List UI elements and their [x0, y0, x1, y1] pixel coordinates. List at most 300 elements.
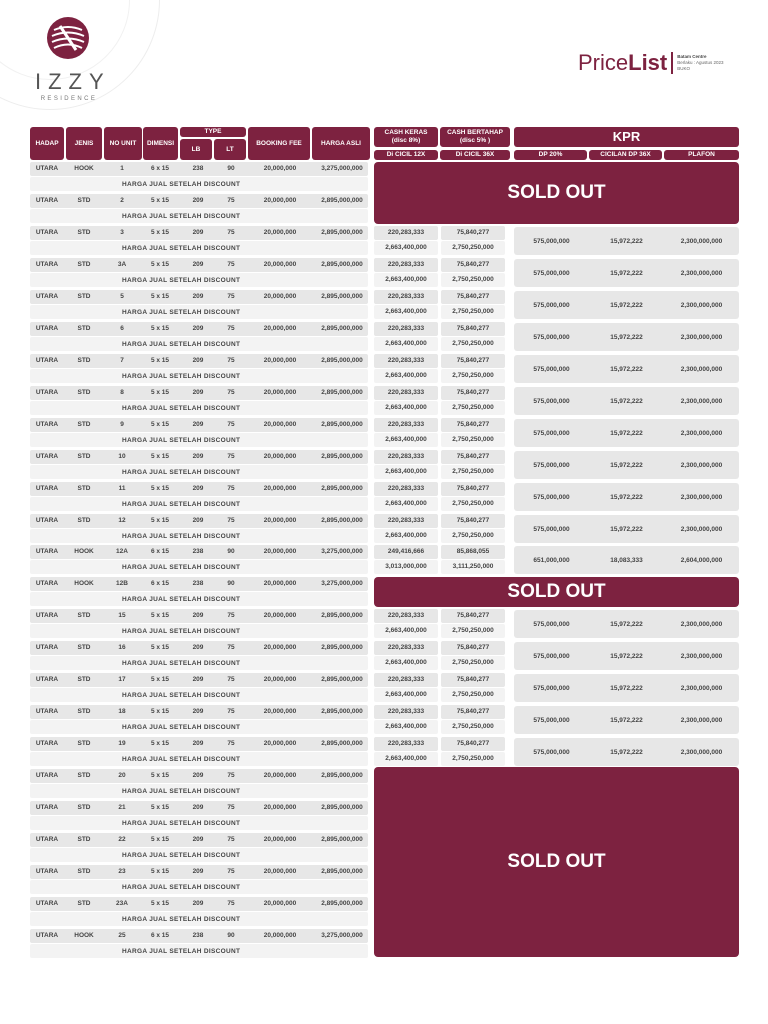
cell-bf: 20,000,000	[263, 580, 297, 587]
cell-cash-keras: 220,283,333	[374, 737, 438, 751]
kpr-row	[514, 355, 739, 383]
cell-hadap: UTARA	[35, 740, 59, 747]
cell-dp: 651,000,000	[533, 557, 570, 564]
cell-lt: 75	[227, 421, 235, 428]
cell-no: 12	[118, 517, 126, 524]
cell-plafon: 2,300,000,000	[680, 462, 723, 469]
cell-jenis: HOOK	[74, 165, 94, 172]
cell-bf: 20,000,000	[263, 325, 297, 332]
cell-lb: 209	[192, 485, 204, 492]
cell-jenis: STD	[77, 708, 91, 715]
discount-label: HARGA JUAL SETELAH DISCOUNT	[122, 820, 241, 827]
cell-no: 18	[118, 708, 126, 715]
discount-label: HARGA JUAL SETELAH DISCOUNT	[122, 309, 241, 316]
cell-hadap: UTARA	[35, 165, 59, 172]
kpr-row	[514, 291, 739, 319]
cell-dp: 575,000,000	[533, 653, 570, 660]
cell-cash-bertahap: 85,868,055	[441, 545, 505, 559]
cell-dp: 575,000,000	[533, 685, 570, 692]
cell-jenis: STD	[77, 357, 91, 364]
cell-jenis: STD	[77, 325, 91, 332]
discount-row	[30, 592, 368, 606]
cell-hadap: UTARA	[35, 644, 59, 651]
kpr-row	[514, 227, 739, 255]
cell-bf: 20,000,000	[263, 740, 297, 747]
cell-cash-bertahap-total: 2,750,250,000	[441, 497, 505, 511]
brand-name: IZZY	[35, 69, 111, 94]
cell-hadap: UTARA	[35, 357, 59, 364]
cell-dim: 6 x 15	[150, 932, 170, 939]
cell-no: 8	[120, 389, 124, 396]
cell-cash-keras: 220,283,333	[374, 673, 438, 687]
cell-lb: 209	[192, 453, 204, 460]
header-hadap: HADAP	[30, 127, 64, 160]
cell-dp: 575,000,000	[533, 749, 570, 756]
discount-label: HARGA JUAL SETELAH DISCOUNT	[122, 660, 241, 667]
cell-dp: 575,000,000	[533, 270, 570, 277]
cell-bf: 20,000,000	[263, 517, 297, 524]
kpr-row	[514, 738, 739, 766]
discount-row	[30, 912, 368, 926]
cell-lb: 209	[192, 676, 204, 683]
table-row	[30, 801, 368, 815]
cell-bf: 20,000,000	[263, 485, 297, 492]
header-kpr: KPR	[514, 127, 739, 147]
discount-row	[30, 656, 368, 670]
cell-cash-keras-total: 2,663,400,000	[374, 624, 438, 638]
cell-hadap: UTARA	[35, 485, 59, 492]
cell-lt: 75	[227, 868, 235, 875]
cell-dim: 5 x 15	[150, 708, 170, 715]
title-divider	[671, 52, 673, 74]
cell-cash-bertahap: 75,840,277	[441, 290, 505, 304]
cell-cash-keras-total: 2,663,400,000	[374, 656, 438, 670]
discount-label: HARGA JUAL SETELAH DISCOUNT	[122, 181, 241, 188]
cell-plafon: 2,300,000,000	[680, 238, 723, 245]
cell-lt: 75	[227, 453, 235, 460]
cell-dp: 575,000,000	[533, 238, 570, 245]
kpr-row	[514, 483, 739, 511]
discount-label: HARGA JUAL SETELAH DISCOUNT	[122, 692, 241, 699]
cell-cdp: 15,972,222	[610, 621, 643, 628]
cell-lt: 75	[227, 325, 235, 332]
cell-dim: 5 x 15	[150, 804, 170, 811]
cell-jenis: STD	[77, 804, 91, 811]
cell-bf: 20,000,000	[263, 612, 297, 619]
cell-cash-keras: 220,283,333	[374, 609, 438, 623]
cell-jenis: STD	[77, 421, 91, 428]
cell-dim: 5 x 15	[150, 229, 170, 236]
discount-row	[30, 688, 368, 702]
cell-bf: 20,000,000	[263, 421, 297, 428]
kpr-row	[514, 674, 739, 702]
discount-label: HARGA JUAL SETELAH DISCOUNT	[122, 884, 241, 891]
cell-no: 17	[118, 676, 126, 683]
cell-lt: 75	[227, 900, 235, 907]
cell-bf: 20,000,000	[263, 708, 297, 715]
table-row	[30, 545, 368, 559]
cell-harga: 2,895,000,000	[321, 644, 363, 651]
cell-dp: 575,000,000	[533, 302, 570, 309]
cell-cash-keras-total: 2,663,400,000	[374, 369, 438, 383]
header-no-unit: NO UNIT	[104, 127, 142, 160]
discount-label: HARGA JUAL SETELAH DISCOUNT	[122, 501, 241, 508]
cell-jenis: STD	[77, 261, 91, 268]
cell-lb: 209	[192, 517, 204, 524]
cell-cash-keras: 220,283,333	[374, 258, 438, 272]
table-row	[30, 290, 368, 304]
cell-harga: 2,895,000,000	[321, 485, 363, 492]
discount-row	[30, 624, 368, 638]
cell-harga: 2,895,000,000	[321, 517, 363, 524]
cell-cdp: 15,972,222	[610, 685, 643, 692]
header-di-cicil-36x: Di CICIL 36X	[440, 150, 510, 160]
cell-cdp: 15,972,222	[610, 270, 643, 277]
cell-lt: 75	[227, 836, 235, 843]
cell-lt: 75	[227, 261, 235, 268]
cell-bf: 20,000,000	[263, 548, 297, 555]
cell-bf: 20,000,000	[263, 644, 297, 651]
cell-hadap: UTARA	[35, 325, 59, 332]
discount-row	[30, 816, 368, 830]
cell-dp: 575,000,000	[533, 366, 570, 373]
cell-hadap: UTARA	[35, 389, 59, 396]
cell-no: 12B	[116, 580, 128, 587]
kpr-row	[514, 419, 739, 447]
discount-row	[30, 752, 368, 766]
cell-lb: 209	[192, 900, 204, 907]
discount-label: HARGA JUAL SETELAH DISCOUNT	[122, 405, 241, 412]
cell-hadap: UTARA	[35, 517, 59, 524]
header-lb: LB	[180, 139, 212, 160]
meta-location: Batam Centre	[677, 54, 707, 59]
table-row	[30, 226, 368, 240]
cell-plafon: 2,604,000,000	[680, 557, 723, 564]
cell-plafon: 2,300,000,000	[680, 366, 723, 373]
table-row	[30, 450, 368, 464]
cell-bf: 20,000,000	[263, 804, 297, 811]
discount-label: HARGA JUAL SETELAH DISCOUNT	[122, 277, 241, 284]
kpr-row	[514, 610, 739, 638]
cell-bf: 20,000,000	[263, 357, 297, 364]
cell-bf: 20,000,000	[263, 453, 297, 460]
cell-dim: 5 x 15	[150, 421, 170, 428]
discount-label: HARGA JUAL SETELAH DISCOUNT	[122, 245, 241, 252]
cell-cash-bertahap: 75,840,277	[441, 354, 505, 368]
cell-lb: 209	[192, 740, 204, 747]
cell-hadap: UTARA	[35, 453, 59, 460]
cell-no: 23A	[116, 900, 128, 907]
cell-lt: 75	[227, 676, 235, 683]
cell-lt: 75	[227, 389, 235, 396]
cell-lb: 238	[192, 580, 204, 587]
cell-cash-bertahap-total: 2,750,250,000	[441, 273, 505, 287]
cell-plafon: 2,300,000,000	[680, 430, 723, 437]
cell-cash-keras-total: 2,663,400,000	[374, 720, 438, 734]
cell-plafon: 2,300,000,000	[680, 653, 723, 660]
cell-jenis: STD	[77, 868, 91, 875]
cell-dp: 575,000,000	[533, 621, 570, 628]
cell-cash-keras-total: 2,663,400,000	[374, 529, 438, 543]
header-harga-asli: HARGA ASLI	[312, 127, 370, 160]
header-cicilan-dp: CICILAN DP 36X	[589, 150, 662, 160]
cell-cash-bertahap-total: 2,750,250,000	[441, 401, 505, 415]
cell-harga: 2,895,000,000	[321, 357, 363, 364]
discount-row	[30, 720, 368, 734]
discount-row	[30, 880, 368, 894]
cell-jenis: STD	[77, 612, 91, 619]
cell-dim: 5 x 15	[150, 485, 170, 492]
cell-dp: 575,000,000	[533, 494, 570, 501]
kpr-row	[514, 323, 739, 351]
cell-harga: 2,895,000,000	[321, 421, 363, 428]
cell-dim: 5 x 15	[150, 676, 170, 683]
cell-plafon: 2,300,000,000	[680, 717, 723, 724]
discount-label: HARGA JUAL SETELAH DISCOUNT	[122, 948, 241, 955]
cell-lt: 90	[227, 165, 235, 172]
izzy-logo-icon	[46, 16, 90, 60]
cell-cash-keras: 220,283,333	[374, 705, 438, 719]
cell-cash-keras: 220,283,333	[374, 641, 438, 655]
title-part2: List	[628, 50, 668, 75]
title-meta	[677, 54, 723, 72]
cell-no: 22	[118, 836, 126, 843]
cell-cash-keras-total: 2,663,400,000	[374, 305, 438, 319]
cell-bf: 20,000,000	[263, 676, 297, 683]
cell-lt: 75	[227, 772, 235, 779]
cell-no: 19	[118, 740, 126, 747]
cell-lb: 209	[192, 644, 204, 651]
cell-cdp: 15,972,222	[610, 526, 643, 533]
discount-label: HARGA JUAL SETELAH DISCOUNT	[122, 724, 241, 731]
cell-dim: 5 x 15	[150, 772, 170, 779]
cell-cdp: 15,972,222	[610, 238, 643, 245]
cell-dim: 5 x 15	[150, 197, 170, 204]
cell-lt: 90	[227, 932, 235, 939]
cell-lt: 75	[227, 197, 235, 204]
cell-cash-keras-total: 3,013,000,000	[374, 560, 438, 574]
cell-harga: 2,895,000,000	[321, 229, 363, 236]
cell-hadap: UTARA	[35, 900, 59, 907]
cell-cash-bertahap: 75,840,277	[441, 641, 505, 655]
cell-jenis: STD	[77, 453, 91, 460]
cell-dim: 5 x 15	[150, 261, 170, 268]
cell-bf: 20,000,000	[263, 229, 297, 236]
cell-cdp: 15,972,222	[610, 366, 643, 373]
cell-plafon: 2,300,000,000	[680, 621, 723, 628]
discount-row	[30, 241, 368, 255]
cell-dim: 5 x 15	[150, 293, 170, 300]
table-row	[30, 322, 368, 336]
discount-row	[30, 369, 368, 383]
cell-cash-keras-total: 2,663,400,000	[374, 688, 438, 702]
cell-hadap: UTARA	[35, 676, 59, 683]
discount-label: HARGA JUAL SETELAH DISCOUNT	[122, 628, 241, 635]
cell-jenis: STD	[77, 517, 91, 524]
cell-lb: 209	[192, 229, 204, 236]
cell-plafon: 2,300,000,000	[680, 526, 723, 533]
cell-plafon: 2,300,000,000	[680, 398, 723, 405]
table-row	[30, 386, 368, 400]
cell-cash-bertahap-total: 2,750,250,000	[441, 465, 505, 479]
cell-lb: 209	[192, 389, 204, 396]
cell-lb: 209	[192, 357, 204, 364]
cell-harga: 2,895,000,000	[321, 708, 363, 715]
discount-row	[30, 497, 368, 511]
cell-harga: 3,275,000,000	[321, 580, 363, 587]
table-row	[30, 482, 368, 496]
cell-cdp: 15,972,222	[610, 334, 643, 341]
cell-lt: 75	[227, 740, 235, 747]
cell-cash-bertahap-total: 2,750,250,000	[441, 529, 505, 543]
discount-label: HARGA JUAL SETELAH DISCOUNT	[122, 564, 241, 571]
cell-lb: 238	[192, 165, 204, 172]
cell-lb: 238	[192, 548, 204, 555]
cell-lb: 209	[192, 804, 204, 811]
cell-lt: 75	[227, 804, 235, 811]
cell-no: 11	[118, 485, 126, 492]
cell-cdp: 18,083,333	[610, 557, 643, 564]
cell-hadap: UTARA	[35, 293, 59, 300]
cell-cash-keras-total: 2,663,400,000	[374, 337, 438, 351]
discount-row	[30, 529, 368, 543]
discount-row	[30, 401, 368, 415]
cell-no: 20	[118, 772, 126, 779]
cell-hadap: UTARA	[35, 261, 59, 268]
cell-dim: 5 x 15	[150, 453, 170, 460]
cell-lb: 209	[192, 197, 204, 204]
cell-dim: 5 x 15	[150, 357, 170, 364]
cell-cdp: 15,972,222	[610, 462, 643, 469]
cell-cash-keras-total: 2,663,400,000	[374, 401, 438, 415]
discount-row	[30, 305, 368, 319]
discount-label: HARGA JUAL SETELAH DISCOUNT	[122, 788, 241, 795]
cell-harga: 2,895,000,000	[321, 261, 363, 268]
logo	[28, 16, 111, 102]
title-part1: Price	[578, 50, 629, 75]
cell-hadap: UTARA	[35, 229, 59, 236]
table-row	[30, 737, 368, 751]
cell-jenis: STD	[77, 644, 91, 651]
kpr-row	[514, 706, 739, 734]
meta-code: BUKO	[677, 66, 691, 71]
cell-harga: 2,895,000,000	[321, 900, 363, 907]
cell-harga: 3,275,000,000	[321, 932, 363, 939]
cell-no: 10	[118, 453, 126, 460]
cell-harga: 2,895,000,000	[321, 293, 363, 300]
cell-cdp: 15,972,222	[610, 302, 643, 309]
cell-no: 5	[120, 293, 124, 300]
header-dp: DP 20%	[514, 150, 587, 160]
header-jenis: JENIS	[66, 127, 102, 160]
discount-label: HARGA JUAL SETELAH DISCOUNT	[122, 756, 241, 763]
cell-cash-keras: 220,283,333	[374, 322, 438, 336]
cell-cash-keras: 220,283,333	[374, 290, 438, 304]
cell-plafon: 2,300,000,000	[680, 270, 723, 277]
meta-valid: Berlaku : Agustus 2023	[677, 60, 724, 65]
table-row	[30, 833, 368, 847]
table-row	[30, 705, 368, 719]
cell-jenis: HOOK	[74, 580, 94, 587]
cell-lb: 238	[192, 932, 204, 939]
cell-cash-bertahap: 75,840,277	[441, 258, 505, 272]
cell-dim: 5 x 15	[150, 836, 170, 843]
cell-lb: 209	[192, 868, 204, 875]
discount-row	[30, 560, 368, 574]
cell-harga: 2,895,000,000	[321, 325, 363, 332]
cell-harga: 2,895,000,000	[321, 740, 363, 747]
cell-bf: 20,000,000	[263, 772, 297, 779]
discount-label: HARGA JUAL SETELAH DISCOUNT	[122, 373, 241, 380]
cell-dim: 5 x 15	[150, 868, 170, 875]
cell-bf: 20,000,000	[263, 868, 297, 875]
price-list-title	[578, 48, 724, 78]
cell-cdp: 15,972,222	[610, 494, 643, 501]
cell-lt: 75	[227, 612, 235, 619]
cell-cash-bertahap-total: 2,750,250,000	[441, 656, 505, 670]
discount-label: HARGA JUAL SETELAH DISCOUNT	[122, 437, 241, 444]
cell-cash-bertahap: 75,840,277	[441, 482, 505, 496]
table-row	[30, 769, 368, 783]
cell-no: 23	[118, 868, 126, 875]
cell-dp: 575,000,000	[533, 430, 570, 437]
cell-lb: 209	[192, 293, 204, 300]
cell-bf: 20,000,000	[263, 836, 297, 843]
cell-harga: 2,895,000,000	[321, 772, 363, 779]
discount-label: HARGA JUAL SETELAH DISCOUNT	[122, 852, 241, 859]
discount-row	[30, 177, 368, 191]
cell-lt: 90	[227, 548, 235, 555]
cell-harga: 3,275,000,000	[321, 548, 363, 555]
cell-hadap: UTARA	[35, 421, 59, 428]
table-row	[30, 929, 368, 943]
cell-no: 25	[118, 932, 126, 939]
header-lt: LT	[214, 139, 246, 160]
table-row	[30, 354, 368, 368]
table-row	[30, 162, 368, 176]
cell-lt: 75	[227, 708, 235, 715]
cell-cash-bertahap: 75,840,277	[441, 450, 505, 464]
cell-lt: 75	[227, 517, 235, 524]
cell-cash-bertahap: 75,840,277	[441, 322, 505, 336]
cell-cash-keras: 220,283,333	[374, 226, 438, 240]
cell-lt: 90	[227, 580, 235, 587]
cell-bf: 20,000,000	[263, 293, 297, 300]
cell-no: 3	[120, 229, 124, 236]
cell-hadap: UTARA	[35, 772, 59, 779]
cell-no: 9	[120, 421, 124, 428]
cell-plafon: 2,300,000,000	[680, 334, 723, 341]
discount-label: HARGA JUAL SETELAH DISCOUNT	[122, 533, 241, 540]
cell-no: 21	[118, 804, 126, 811]
cell-plafon: 2,300,000,000	[680, 685, 723, 692]
cell-plafon: 2,300,000,000	[680, 749, 723, 756]
discount-label: HARGA JUAL SETELAH DISCOUNT	[122, 213, 241, 220]
cell-cash-bertahap-total: 2,750,250,000	[441, 688, 505, 702]
cell-no: 12A	[116, 548, 128, 555]
cell-cdp: 15,972,222	[610, 749, 643, 756]
cell-harga: 2,895,000,000	[321, 676, 363, 683]
cell-cash-keras: 220,283,333	[374, 418, 438, 432]
cell-bf: 20,000,000	[263, 261, 297, 268]
cell-jenis: STD	[77, 772, 91, 779]
brand-sub: RESIDENCE	[40, 96, 98, 102]
cell-no: 15	[118, 612, 126, 619]
cell-lt: 75	[227, 644, 235, 651]
discount-row	[30, 273, 368, 287]
cell-lt: 75	[227, 485, 235, 492]
cell-hadap: UTARA	[35, 868, 59, 875]
